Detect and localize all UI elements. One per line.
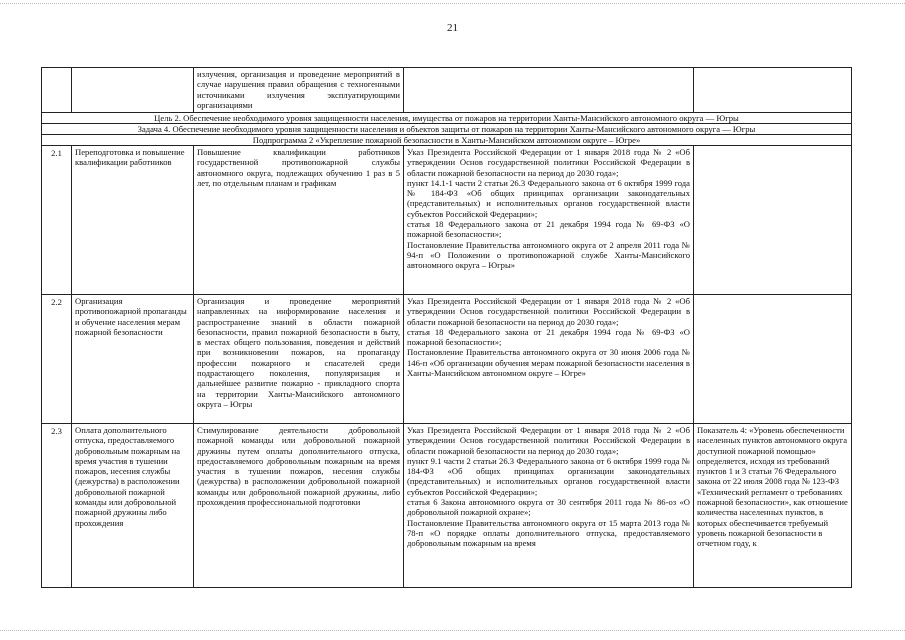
row-indicator [694,146,852,295]
basis-item: статья 18 Федерального закона от 21 декабря 1994 года № 69-ФЗ «О пожарной безопасности»; [407,219,690,240]
basis-item: статья 18 Федерального закона от 21 декабря 1994 года № 69-ФЗ «О пожарной безопасности»; [407,326,690,348]
row-basis [404,295,694,424]
goal-banner-row [42,113,852,124]
row-name: Переподготовка и повышение квалификации работников [72,146,194,295]
program-table [41,67,852,588]
row-indicator [694,295,852,424]
cell-measure: излучения, организация и проведение мероприятий в случае нарушения правил обращения с техногенными источниками излучения эксплуатирующими организациями [194,68,404,113]
cell-num [42,68,72,113]
row-measure: Стимулирование деятельности добровольной пожарной команды или добровольной пожарной дружины путем оплаты дополнительного отпуска, предоставляемого добровольным пожарным на время участия в тушении пожаров, несения службы (дежурства) в расположении добровольной пожарной команды или добровольной пожарной дружины, либо прохождения профессиональной подготовки [194,424,404,588]
task-banner-row [42,124,852,135]
row-number: 2.3 [42,424,72,588]
scan-edge-top [0,3,905,4]
task-banner: Задача 4. Обеспечение необходимого уровня защищенности населения и объектов защиты от пожаров на территории Ханты-Мансийского автономного округа — Югры [42,124,852,135]
row-basis [404,424,694,588]
subprogram-banner: Подпрограмма 2 «Укрепление пожарной безопасности в Ханты-Мансийском автономном округе – Югре» [42,135,852,146]
row-measure: Повышение квалификации работников государственной противопожарной службы автономного округа, подлежащих обучению 1 раз в 5 лет, по отдельным планам и графикам [194,146,404,295]
row-basis [404,146,694,295]
basis-item: Указ Президента Российской Федерации от 1 января 2018 года № 2 «Об утверждении Основ государственной политики Российской Федерации в области пожарной безопасности на период до 2030 года»; [407,425,690,456]
page-number: 21 [447,22,458,34]
table-row [42,68,852,113]
cell-indicator [694,68,852,113]
table-row [42,146,852,295]
basis-item: Указ Президента Российской Федерации от 1 января 2018 года № 2 «Об утверждении Основ государственной политики Российской Федерации в области пожарной безопасности на период до 2030 года»; [407,296,690,327]
row-name: Организация противопожарной пропаганды и обучение населения мерам пожарной безопасности [72,295,194,424]
basis-item: статья 6 Закона автономного округа от 30 сентября 2011 года № 86-оз «О добровольной пожарной охране»; [407,497,690,518]
basis-item: пункт 14.1-1 части 2 статьи 26.3 Федерального закона от 6 октября 1999 года № 184-ФЗ «Об общих принципах организации законодательных (представительных) и исполнительных органов государственной власти субъектов Российской Федерации»; [407,177,690,219]
row-indicator: Показатель 4: «Уровень обеспеченности населенных пунктов автономного округа доступной пожарной помощью» определяется, исходя из требований пунктов 1 и 3 статьи 76 Федерального закона от 22 июля 2008 года № 123-ФЗ «Технический регламент о требованиях пожарной безопасности», как отношение количества населенных пунктов, в которых обеспечивается требуемый уровень пожарной безопасности в отчетном году, к [694,424,852,588]
basis-item: Постановление Правительства автономного округа от 2 апреля 2011 года № 94-п «О Положении о противопожарной службе Ханты-Мансийского автономного округа – Югры» [407,239,690,271]
subprogram-banner-row [42,135,852,146]
row-number: 2.1 [42,146,72,295]
goal-banner: Цель 2. Обеспечение необходимого уровня защищенности населения, имущества от пожаров на территории Ханты-Мансийского автономного округа — Югры [42,113,852,124]
basis-item: Постановление Правительства автономного округа от 15 марта 2013 года № 78-п «О порядке оплаты дополнительного отпуска, предоставляемого добровольным пожарным на время [407,517,690,549]
row-measure: Организация и проведение мероприятий направленных на информирование населения и распространение знаний в области пожарной безопасности, правил пожарной безопасности в быту, в местах общего пользования, поведения и действий при возникновении пожаров, на пропаганду профессии пожарного и спасателей среди подрастающего поколения, популяризация и дальнейшее развитие пожарно - прикладного спорта на территории Ханты-Мансийского автономного округа – Югры [194,295,404,424]
row-number: 2.2 [42,295,72,424]
table-row [42,295,852,424]
cell-basis [404,68,694,113]
basis-item: пункт 9.1 части 2 статьи 26.3 Федерального закона от 6 октября 1999 года № 184-ФЗ «Об общих принципах организации законодательных (представительных) и исполнительных органов государственной власти субъектов Российской Федерации»; [407,455,690,497]
cell-name [72,68,194,113]
basis-item: Постановление Правительства автономного округа от 30 июня 2006 года № 146-п «Об организации обучения мерам пожарной безопасности населения в Ханты-Мансийском автономном округе – Югре» [407,347,690,379]
basis-item: Указ Президента Российской Федерации от 1 января 2018 года № 2 «Об утверждении Основ государственной политики Российской Федерации в области пожарной безопасности на период до 2030 года»; [407,147,690,178]
row-name: Оплата дополнительного отпуска, предоставляемого добровольным пожарным на время участия в тушении пожаров, несения службы (дежурства) в расположении добровольной пожарной команды или добровольной пожарной дружины либо прохождения [72,424,194,588]
scan-edge-bottom [0,630,905,631]
table-row [42,424,852,588]
